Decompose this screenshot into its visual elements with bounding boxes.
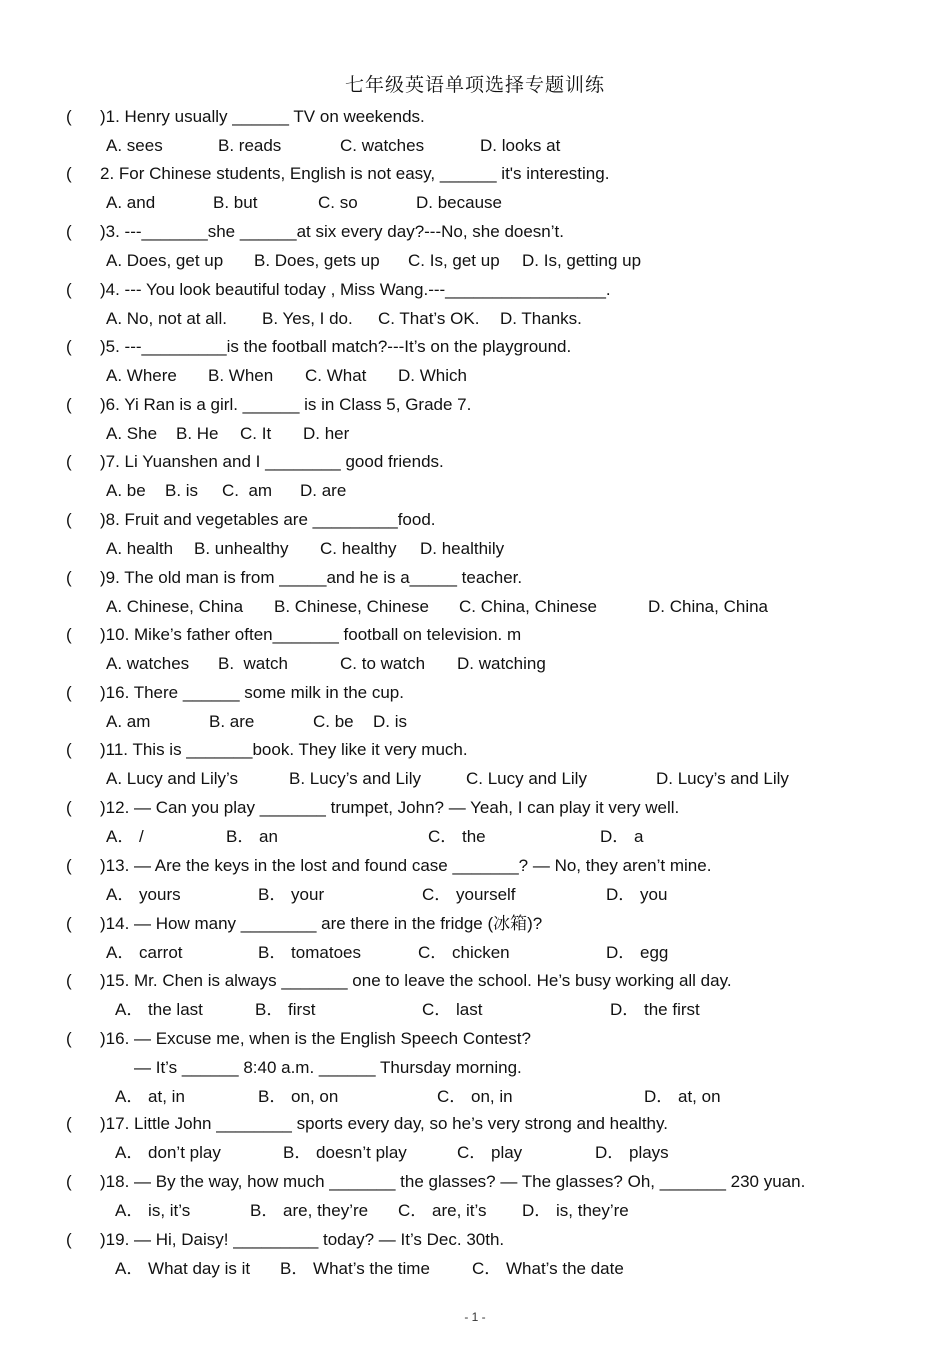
answer-option: B. reads (218, 136, 282, 155)
question-text: )6. Yi Ran is a girl. ______ is in Class 5, Grade 7. (100, 395, 472, 414)
answer-paren: ( (66, 740, 72, 759)
question-text: )16. There ______ some milk in the cup. (100, 683, 404, 702)
answer-option: A. sees (106, 136, 163, 155)
question-text: )8. Fruit and vegetables are _________food. (100, 510, 436, 529)
answer-option: C. Lucy and Lily (466, 769, 587, 788)
question-text: )14. — How many ________ are there in the fridge (冰箱)? (100, 914, 543, 933)
answer-option: A． carrot (106, 943, 183, 962)
answer-option: B． What’s the time (280, 1259, 430, 1278)
answer-option: D． a (600, 827, 644, 846)
answer-paren: ( (66, 625, 72, 644)
answer-option: C. be (313, 712, 354, 731)
answer-paren: ( (66, 222, 72, 241)
answer-paren: ( (66, 856, 72, 875)
answer-option: B. Lucy’s and Lily (289, 769, 421, 788)
answer-option: D． at, on (644, 1087, 721, 1106)
answer-option: B． an (226, 827, 278, 846)
answer-option: C． yourself (422, 885, 516, 904)
answer-paren: ( (66, 1029, 72, 1048)
answer-option: C. Is, get up (408, 251, 500, 270)
answer-option: B． are, they’re (250, 1201, 369, 1220)
question-text: )17. Little John ________ sports every day, so he’s very strong and healthy. (100, 1114, 668, 1133)
answer-option: D． egg (606, 943, 669, 962)
question-text: )19. — Hi, Daisy! _________ today? — It’s Dec. 30th. (100, 1230, 505, 1249)
answer-option: D. Lucy’s and Lily (656, 769, 789, 788)
question-text: )9. The old man is from _____and he is a_____ teacher. (100, 568, 523, 587)
answer-option: A. Does, get up (106, 251, 224, 270)
answer-option: A. watches (106, 654, 190, 673)
answer-option: C. China, Chinese (459, 597, 597, 616)
answer-option: A. No, not at all. (106, 309, 227, 328)
answer-option: A． is, it’s (115, 1201, 191, 1220)
answer-option: D. looks at (480, 136, 561, 155)
answer-option: D. is (373, 712, 407, 731)
answer-paren: ( (66, 510, 72, 529)
answer-option: B. unhealthy (194, 539, 289, 558)
answer-option: A. health (106, 539, 174, 558)
answer-option: B. Chinese, Chinese (274, 597, 429, 616)
answer-option: C. healthy (320, 539, 397, 558)
question-text: )11. This is _______book. They like it very much. (100, 740, 468, 759)
answer-paren: ( (66, 798, 72, 817)
answer-paren: ( (66, 914, 72, 933)
answer-option: C． on, in (437, 1087, 513, 1106)
answer-option: B. When (208, 366, 274, 385)
answer-option: B． doesn’t play (283, 1143, 407, 1162)
answer-option: B. He (176, 424, 219, 443)
answer-option: B. Yes, I do. (262, 309, 353, 328)
answer-option: B． your (258, 885, 325, 904)
question-text: )3. ---_______she ______at six every day?---No, she doesn’t. (100, 222, 564, 241)
answer-option: B． on, on (258, 1087, 339, 1106)
answer-option: A． What day is it (115, 1259, 251, 1278)
question-text: )16. — Excuse me, when is the English Speech Contest? (100, 1029, 531, 1048)
answer-option: D. because (416, 193, 502, 212)
answer-option: D． plays (595, 1143, 669, 1162)
answer-paren: ( (66, 683, 72, 702)
answer-option: D. Which (398, 366, 467, 385)
question-text: )18. — By the way, how much _______ the glasses? — The glasses? Oh, _______ 230 yuan. (100, 1172, 806, 1191)
answer-option: D. watching (457, 654, 546, 673)
answer-option: B. Does, gets up (254, 251, 380, 270)
answer-paren: ( (66, 280, 72, 299)
answer-paren: ( (66, 568, 72, 587)
page-number: - 1 - (464, 1310, 486, 1324)
answer-option: D． the first (610, 1000, 700, 1019)
question-text: )10. Mike’s father often_______ football on television. m (100, 625, 522, 644)
answer-paren: ( (66, 1230, 72, 1249)
question-dialogue-line: — It’s ______ 8:40 a.m. ______ Thursday morning. (134, 1058, 522, 1077)
answer-option: A． don’t play (115, 1143, 221, 1162)
answer-option: A. be (106, 481, 146, 500)
answer-paren: ( (66, 164, 72, 183)
answer-option: C． last (422, 1000, 483, 1019)
answer-paren: ( (66, 971, 72, 990)
answer-paren: ( (66, 1114, 72, 1133)
answer-option: D. healthily (420, 539, 505, 558)
answer-option: D. are (300, 481, 347, 500)
answer-option: A. and (106, 193, 156, 212)
answer-paren: ( (66, 337, 72, 356)
answer-option: A. Lucy and Lily’s (106, 769, 238, 788)
answer-option: A． / (106, 827, 144, 846)
answer-option: B． tomatoes (258, 943, 361, 962)
question-text: )4. --- You look beautiful today , Miss Wang.---_________________. (100, 280, 611, 299)
answer-option: C. watches (340, 136, 425, 155)
answer-option: C. It (240, 424, 272, 443)
answer-paren: ( (66, 452, 72, 471)
answer-option: D. Is, getting up (522, 251, 642, 270)
answer-option: C． the (428, 827, 486, 846)
answer-option: C. That’s OK. (378, 309, 480, 328)
question-text: )1. Henry usually ______ TV on weekends. (100, 107, 425, 126)
question-text: )12. — Can you play _______ trumpet, John? — Yeah, I can play it very well. (100, 798, 680, 817)
answer-option: C． are, it’s (398, 1201, 487, 1220)
question-text: )15. Mr. Chen is always _______ one to leave the school. He’s busy working all day. (100, 971, 732, 990)
answer-option: D. Thanks. (500, 309, 582, 328)
answer-option: D. her (303, 424, 350, 443)
answer-option: C． What’s the date (472, 1259, 624, 1278)
answer-option: B. is (165, 481, 199, 500)
answer-option: A． the last (115, 1000, 203, 1019)
answer-paren: ( (66, 107, 72, 126)
answer-option: A． yours (106, 885, 181, 904)
answer-option: C. am (222, 481, 273, 500)
answer-option: C. What (305, 366, 367, 385)
answer-option: A. She (106, 424, 158, 443)
answer-option: B. are (209, 712, 255, 731)
page-title: 七年级英语单项选择专题训练 (344, 74, 605, 96)
question-text: )5. ---_________is the football match?---It’s on the playground. (100, 337, 572, 356)
answer-option: C. to watch (340, 654, 426, 673)
answer-option: C． play (457, 1143, 523, 1162)
answer-option: B. but (213, 193, 258, 212)
answer-paren: ( (66, 1172, 72, 1191)
answer-option: C. so (318, 193, 358, 212)
answer-option: C． chicken (418, 943, 510, 962)
answer-option: B． first (255, 1000, 316, 1019)
answer-option: A. Chinese, China (106, 597, 244, 616)
question-text: )7. Li Yuanshen and I ________ good friends. (100, 452, 444, 471)
answer-option: A. Where (106, 366, 177, 385)
answer-option: A. am (106, 712, 151, 731)
answer-paren: ( (66, 395, 72, 414)
answer-option: B. watch (218, 654, 288, 673)
answer-option: A． at, in (115, 1087, 185, 1106)
answer-option: D． is, they’re (522, 1201, 629, 1220)
question-text: 2. For Chinese students, English is not easy, ______ it's interesting. (100, 164, 610, 183)
question-text: )13. — Are the keys in the lost and found case _______? — No, they aren’t mine. (100, 856, 712, 875)
answer-option: D. China, China (648, 597, 769, 616)
answer-option: D． you (606, 885, 668, 904)
